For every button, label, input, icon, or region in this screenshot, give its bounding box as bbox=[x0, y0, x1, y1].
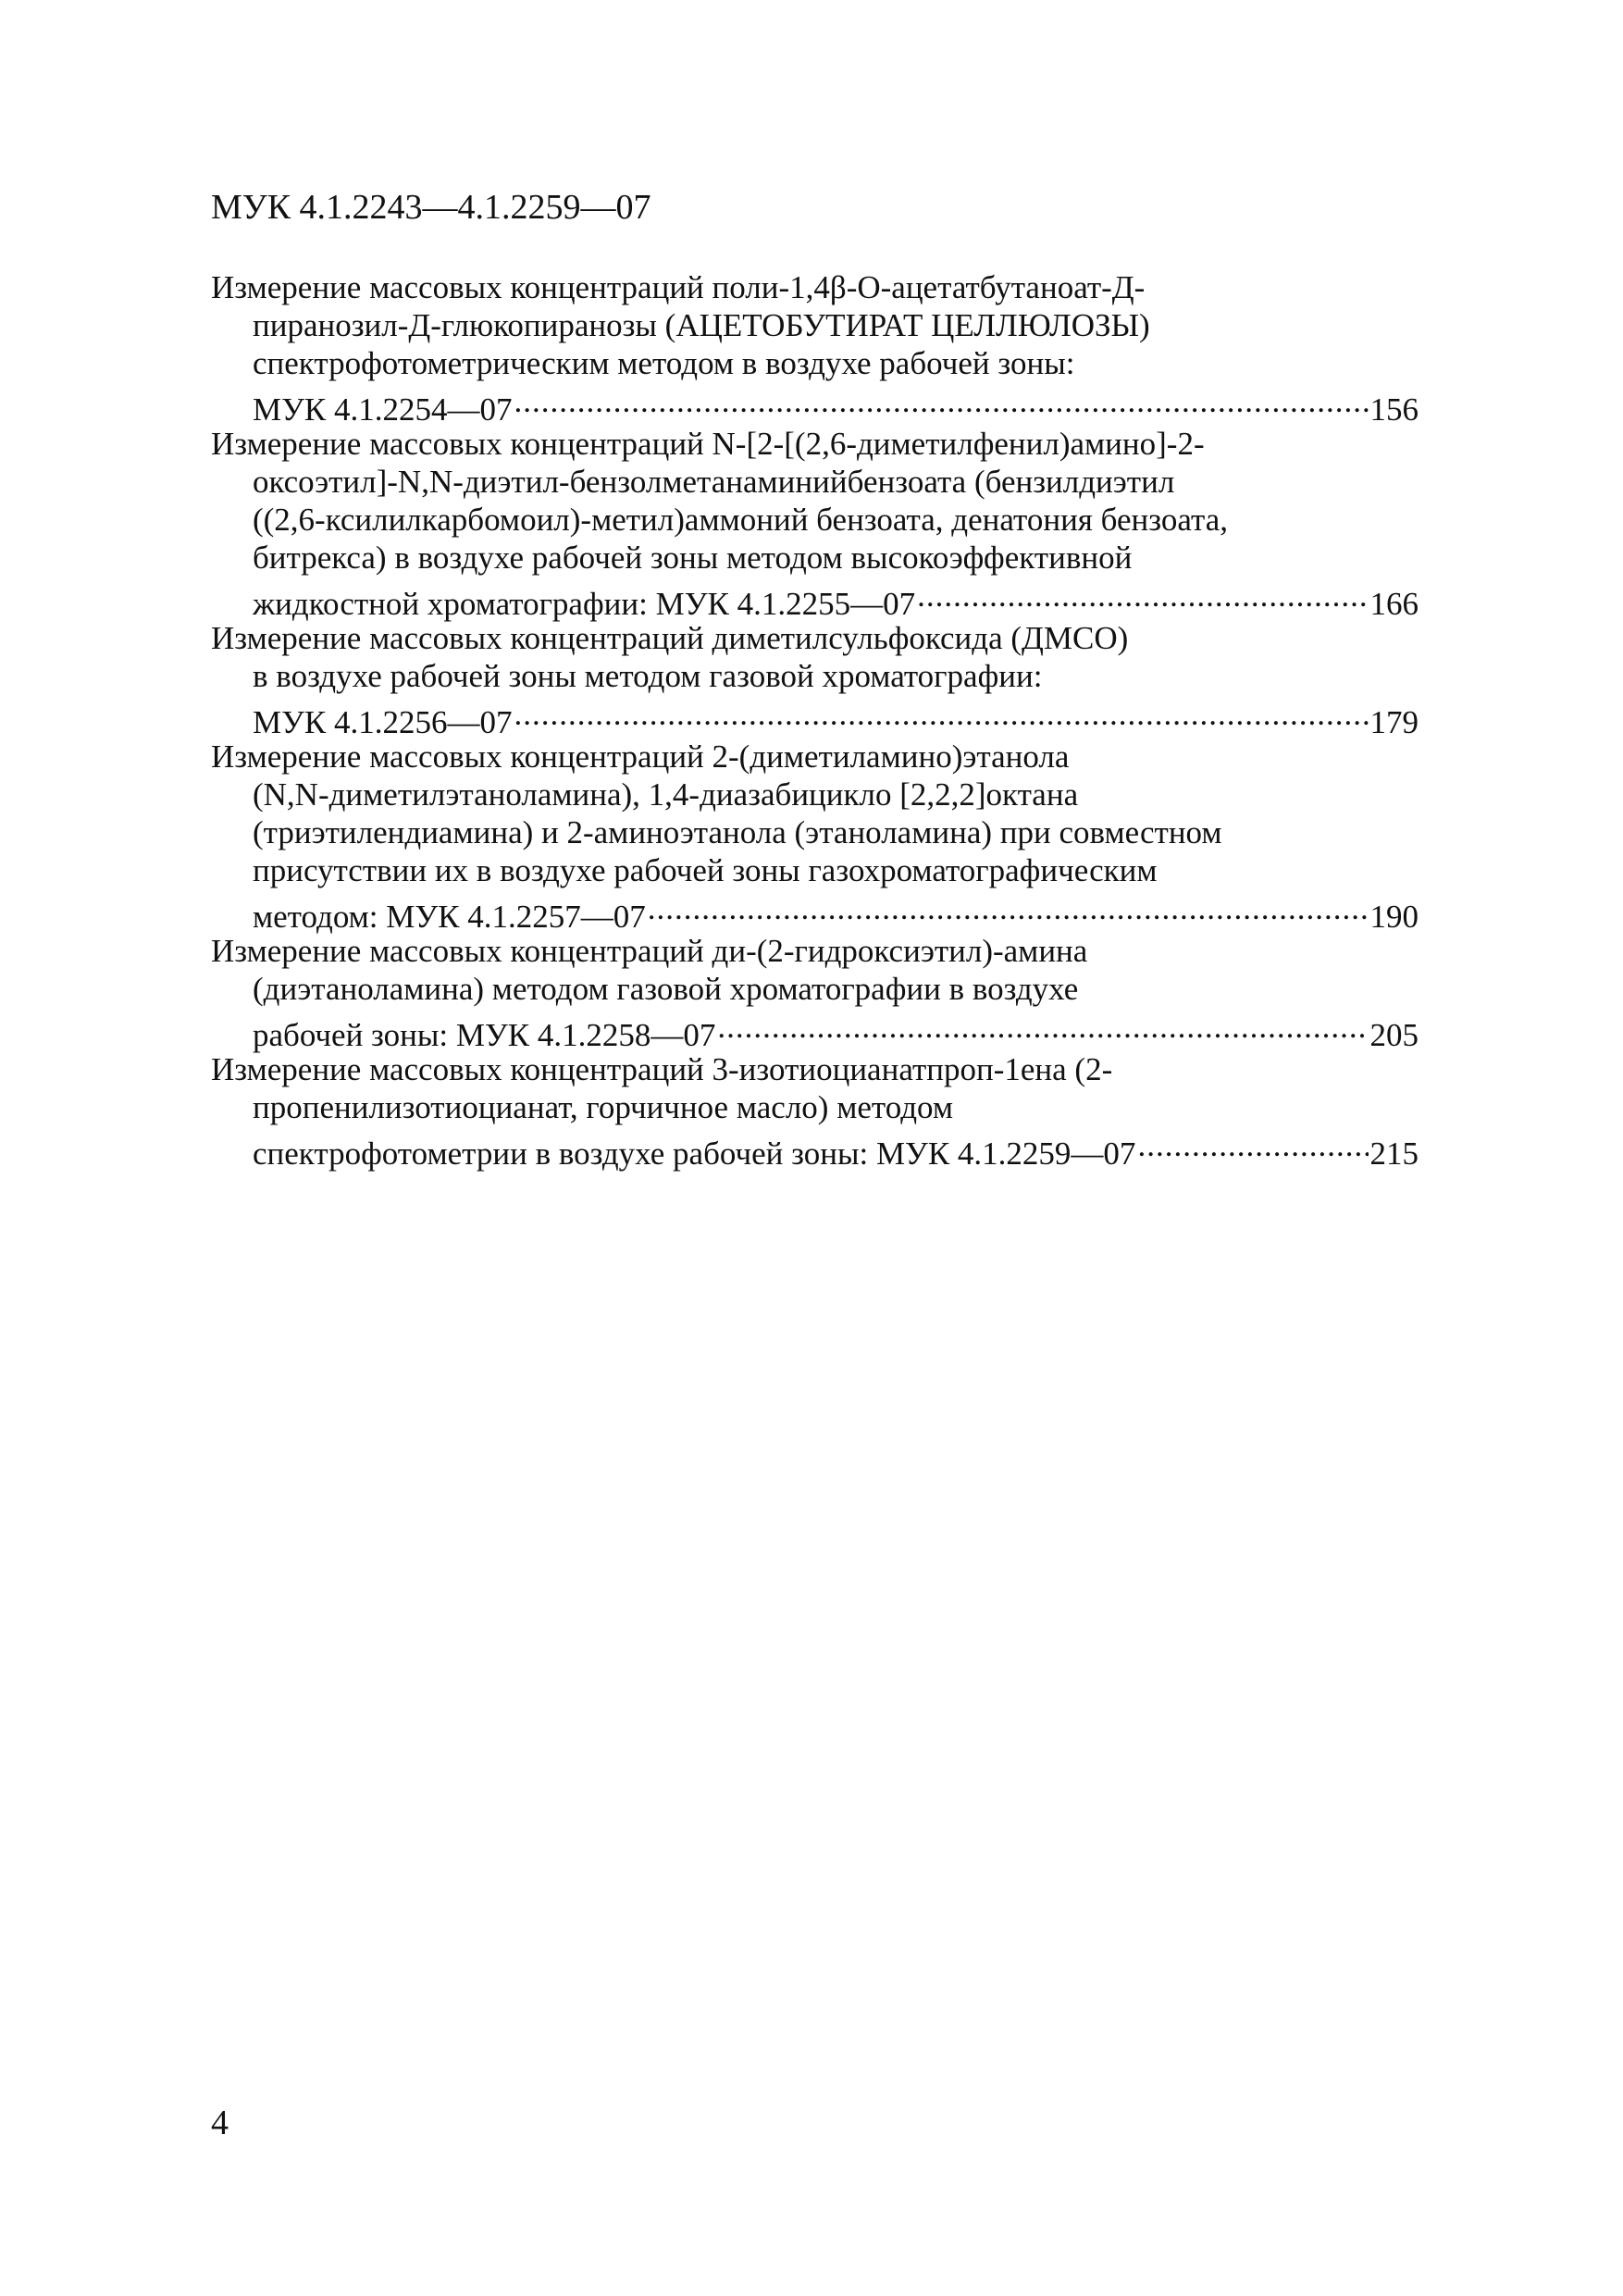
running-header: МУК 4.1.2243—4.1.2259—07 bbox=[211, 188, 651, 227]
toc-entry-line: битрекса) в воздухе рабочей зоны методом высокоэффективной bbox=[253, 540, 1133, 576]
toc-entry-last-line bbox=[211, 889, 1419, 935]
toc-page-ref: 166 bbox=[1369, 586, 1419, 622]
toc-entry-line: пропенилизотиоцианат, горчичное масло) методом bbox=[253, 1089, 953, 1125]
toc-entry-last-line bbox=[211, 695, 1419, 740]
dot-leader bbox=[917, 577, 1368, 614]
toc-page-ref: 190 bbox=[1369, 899, 1419, 935]
toc-entry-line: Измерение массовых концентраций ди-(2-гидроксиэтил)-амина bbox=[211, 933, 1088, 969]
toc-entry-line: присутствии их в воздухе рабочей зоны газохроматографическим bbox=[253, 852, 1158, 888]
toc-entry-code: жидкостной хроматографии: МУК 4.1.2255—07 bbox=[253, 586, 916, 622]
toc-entry-line: Измерение массовых концентраций диметилсульфоксида (ДМСО) bbox=[211, 620, 1129, 656]
table-of-contents bbox=[211, 268, 1419, 1172]
toc-entry-line: Измерение массовых концентраций N-[2-[(2,6-диметилфенил)амино]-2- bbox=[211, 426, 1205, 462]
toc-entry-line: в воздухе рабочей зоны методом газовой хроматографии: bbox=[253, 658, 1043, 694]
toc-page-ref: 215 bbox=[1369, 1136, 1419, 1172]
toc-entry-line: Измерение массовых концентраций поли-1,4β-О-ацетатбутаноат-Д- bbox=[211, 269, 1146, 305]
page-number: 4 bbox=[211, 2104, 229, 2142]
toc-entry-code: рабочей зоны: МУК 4.1.2258—07 bbox=[253, 1017, 716, 1053]
toc-page-ref: 179 bbox=[1369, 704, 1419, 740]
toc-entry-code: методом: МУК 4.1.2257—07 bbox=[253, 899, 646, 935]
toc-entry-last-line bbox=[211, 1126, 1419, 1172]
toc-entry bbox=[211, 932, 1419, 1053]
dot-leader bbox=[648, 889, 1369, 927]
toc-entry-line: ((2,6-ксилилкарбомоил)-метил)аммоний бензоата, денатония бензоата, bbox=[253, 502, 1229, 538]
toc-entry-line: (диэтаноламина) методом газовой хроматографии в воздухе bbox=[253, 971, 1079, 1007]
toc-entry bbox=[211, 1050, 1419, 1172]
toc-entry bbox=[211, 619, 1419, 740]
toc-page-ref: 205 bbox=[1369, 1017, 1419, 1053]
toc-entry-last-line bbox=[211, 577, 1419, 622]
toc-entry-code: МУК 4.1.2256—07 bbox=[253, 704, 513, 740]
dot-leader bbox=[514, 382, 1369, 420]
toc-entry bbox=[211, 425, 1419, 622]
toc-entry bbox=[211, 268, 1419, 428]
toc-entry-line: оксоэтил]-N,N-диэтил-бензолметанаминийбензоата (бензилдиэтил bbox=[253, 464, 1175, 500]
toc-entry-line: (триэтилендиамина) и 2-аминоэтанола (этаноламина) при совместном bbox=[253, 814, 1222, 850]
toc-entry-line: Измерение массовых концентраций 3-изотиоцианатпроп-1ена (2- bbox=[211, 1051, 1113, 1087]
toc-entry-code: спектрофотометрии в воздухе рабочей зоны: МУК 4.1.2259—07 bbox=[253, 1136, 1136, 1172]
toc-entry-code: МУК 4.1.2254—07 bbox=[253, 391, 513, 428]
toc-entry-line: (N,N-диметилэтаноламина), 1,4-диазабицикло [2,2,2]октана bbox=[253, 776, 1079, 813]
dot-leader bbox=[514, 695, 1369, 733]
toc-page-ref: 156 bbox=[1369, 391, 1419, 428]
dot-leader bbox=[1137, 1126, 1368, 1164]
toc-entry-line: пиранозил-Д-глюкопиранозы (АЦЕТОБУТИРАТ ЦЕЛЛЮЛОЗЫ) bbox=[253, 307, 1150, 343]
toc-entry-line: спектрофотометрическим методом в воздухе рабочей зоны: bbox=[253, 345, 1075, 381]
toc-entry-last-line bbox=[211, 1008, 1419, 1053]
toc-entry bbox=[211, 738, 1419, 935]
toc-entry-last-line bbox=[211, 382, 1419, 428]
toc-entry-line: Измерение массовых концентраций 2-(диметиламино)этанола bbox=[211, 738, 1070, 775]
dot-leader bbox=[717, 1008, 1368, 1046]
